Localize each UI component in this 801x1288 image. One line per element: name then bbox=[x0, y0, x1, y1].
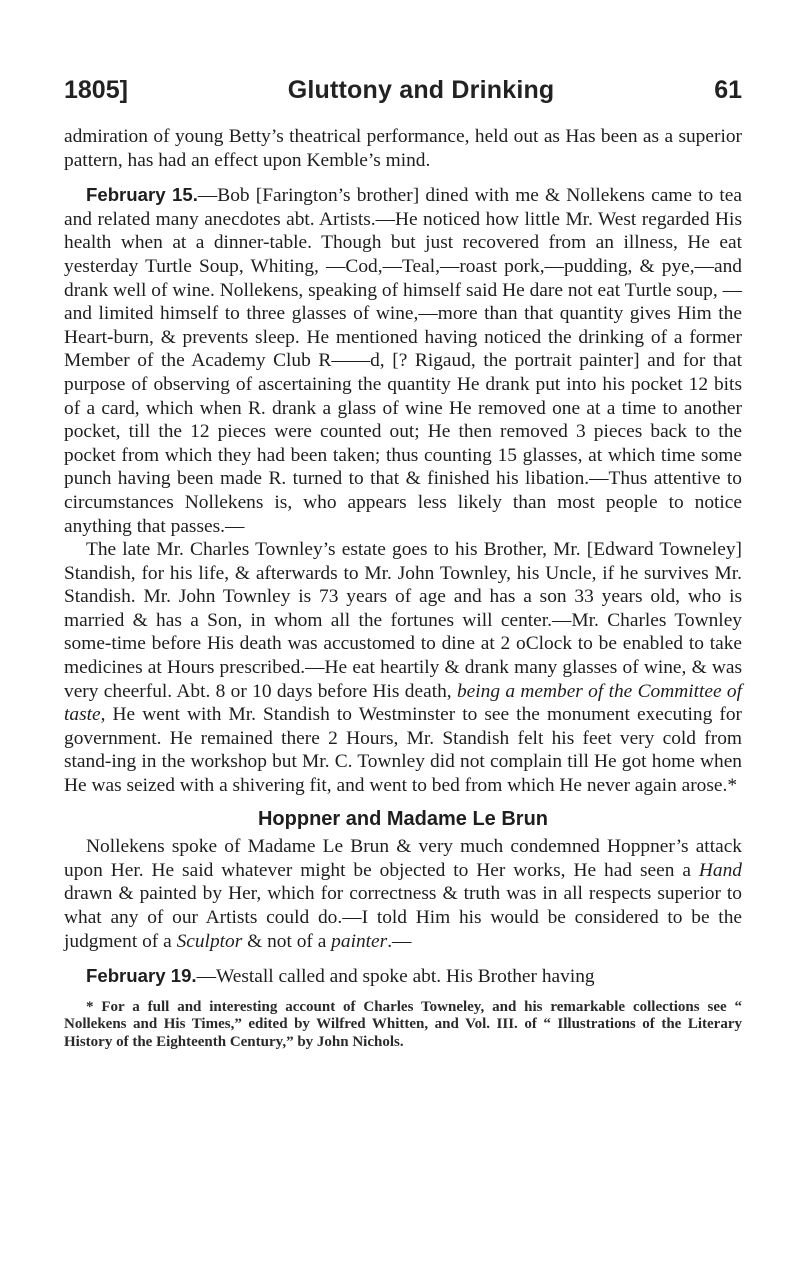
footnote bbox=[64, 999, 742, 1052]
entry-date: February 15. bbox=[86, 184, 198, 206]
paragraph-text: .— bbox=[387, 930, 412, 952]
paragraph-le-brun bbox=[64, 835, 742, 953]
paragraph-townley bbox=[64, 538, 742, 798]
italic-word: Hand bbox=[698, 859, 742, 881]
paragraph-continuation bbox=[64, 125, 742, 172]
italic-phrase: being a member of the Committee of taste bbox=[64, 680, 742, 726]
page-body bbox=[64, 125, 742, 989]
paragraph-text: The late Mr. Charles Townley’s estate goes to his Brother, Mr. [Edward Towneley] Standish, for his life, & afterwards to Mr. John Townley, his Uncle, if he survives Mr. Standish. Mr. John Townley is 73 years of age and has a son 33 years old, who is married & has a Son, in whom all the fortunes will center.—Mr. Charles Townley some-time before His death was accustomed to dine at 2 oClock to be enabled to take medicines at Hours prescribed.—He eat heartily & drank many glasses of wine, & was very cheerful. Abt. 8 or 10 days before His death, bbox=[64, 539, 742, 702]
diary-entry-feb-15 bbox=[64, 183, 742, 538]
page-number: 61 bbox=[714, 76, 742, 104]
footnote-text: For a full and interesting account of Charles Towneley, and his remarkable collections see “ Nollekens and His Times,” edited by Wilfred Whitten, and Vol. III. of “ Illustrations of the Literary History of the Eighteenth Century,” by John Nichols. bbox=[64, 998, 743, 1050]
paragraph-text: , He went with Mr. Standish to Westminster to see the monument executing for government. He remained there 2 Hours, Mr. Standish felt his feet very cold from stand-ing in the workshop but Mr. C. Townley did not complain till He got home when He was seized with a shivering fit, and went to bed from which He never again arose.* bbox=[64, 704, 742, 797]
entry-text: —Bob [Farington’s brother] dined with me & Nollekens came to tea and related many anecdotes abt. Artists.—He noticed how little Mr. West regarded His health when at a dinner-table. Though but just recovered from an illness, He eat yesterday Turtle Soup, Whiting, —Cod,—Teal,—roast pork,—pudding, & pye,—and drank well of wine. Nollekens, speaking of himself said He dare not eat Turtle soup, —and limited himself to three glasses of wine,—more than that quantity gives Him the Heart-burn, & prevents sleep. He mentioned having noticed the drinking of a former Member of the Academy Club R——d, [? Rigaud, the portrait painter] and for that purpose of observing of ascertaining the quantity He drank put into his pocket 12 bits of a card, which when R. drank a glass of wine He removed one at a time to another pocket, till the 12 pieces were counted out; He then removed 3 pieces back to the pocket from which they had been taken; thus counting 15 glasses, at which time some punch having been made R. turned to that & finished his libation.—Thus attentive to circumstances Nollekens is, who appears less likely than most people to notice anything that passes.— bbox=[64, 185, 742, 537]
paragraph-text: admiration of young Betty’s theatrical performance, held out as Has been as a superior pattern, has had an effect upon Kemble’s mind. bbox=[64, 126, 742, 171]
paragraph-text: drawn & painted by Her, which for correctness & truth was in all respects superior to what any of our Artists could do.—I told Him his would be considered to be the judgment of a bbox=[64, 883, 742, 952]
entry-date: February 19. bbox=[86, 965, 197, 987]
section-heading: Hoppner and Madame Le Brun bbox=[257, 807, 549, 830]
book-page bbox=[64, 76, 742, 1052]
footnote-mark: * bbox=[86, 998, 94, 1015]
paragraph-text: Nollekens spoke of Madame Le Brun & very much condemned Hoppner’s attack upon Her. He said whatever might be objected to Her works, He had seen a bbox=[64, 836, 742, 881]
italic-word: painter bbox=[331, 930, 388, 952]
header-title: Gluttony and Drinking bbox=[287, 76, 555, 104]
italic-word: Sculptor bbox=[176, 930, 243, 952]
running-header bbox=[64, 76, 742, 105]
entry-text: —Westall called and spoke abt. His Brother having bbox=[196, 966, 595, 988]
diary-entry-feb-19 bbox=[64, 964, 742, 989]
header-year: 1805] bbox=[64, 76, 128, 104]
paragraph-text: & not of a bbox=[247, 930, 327, 952]
